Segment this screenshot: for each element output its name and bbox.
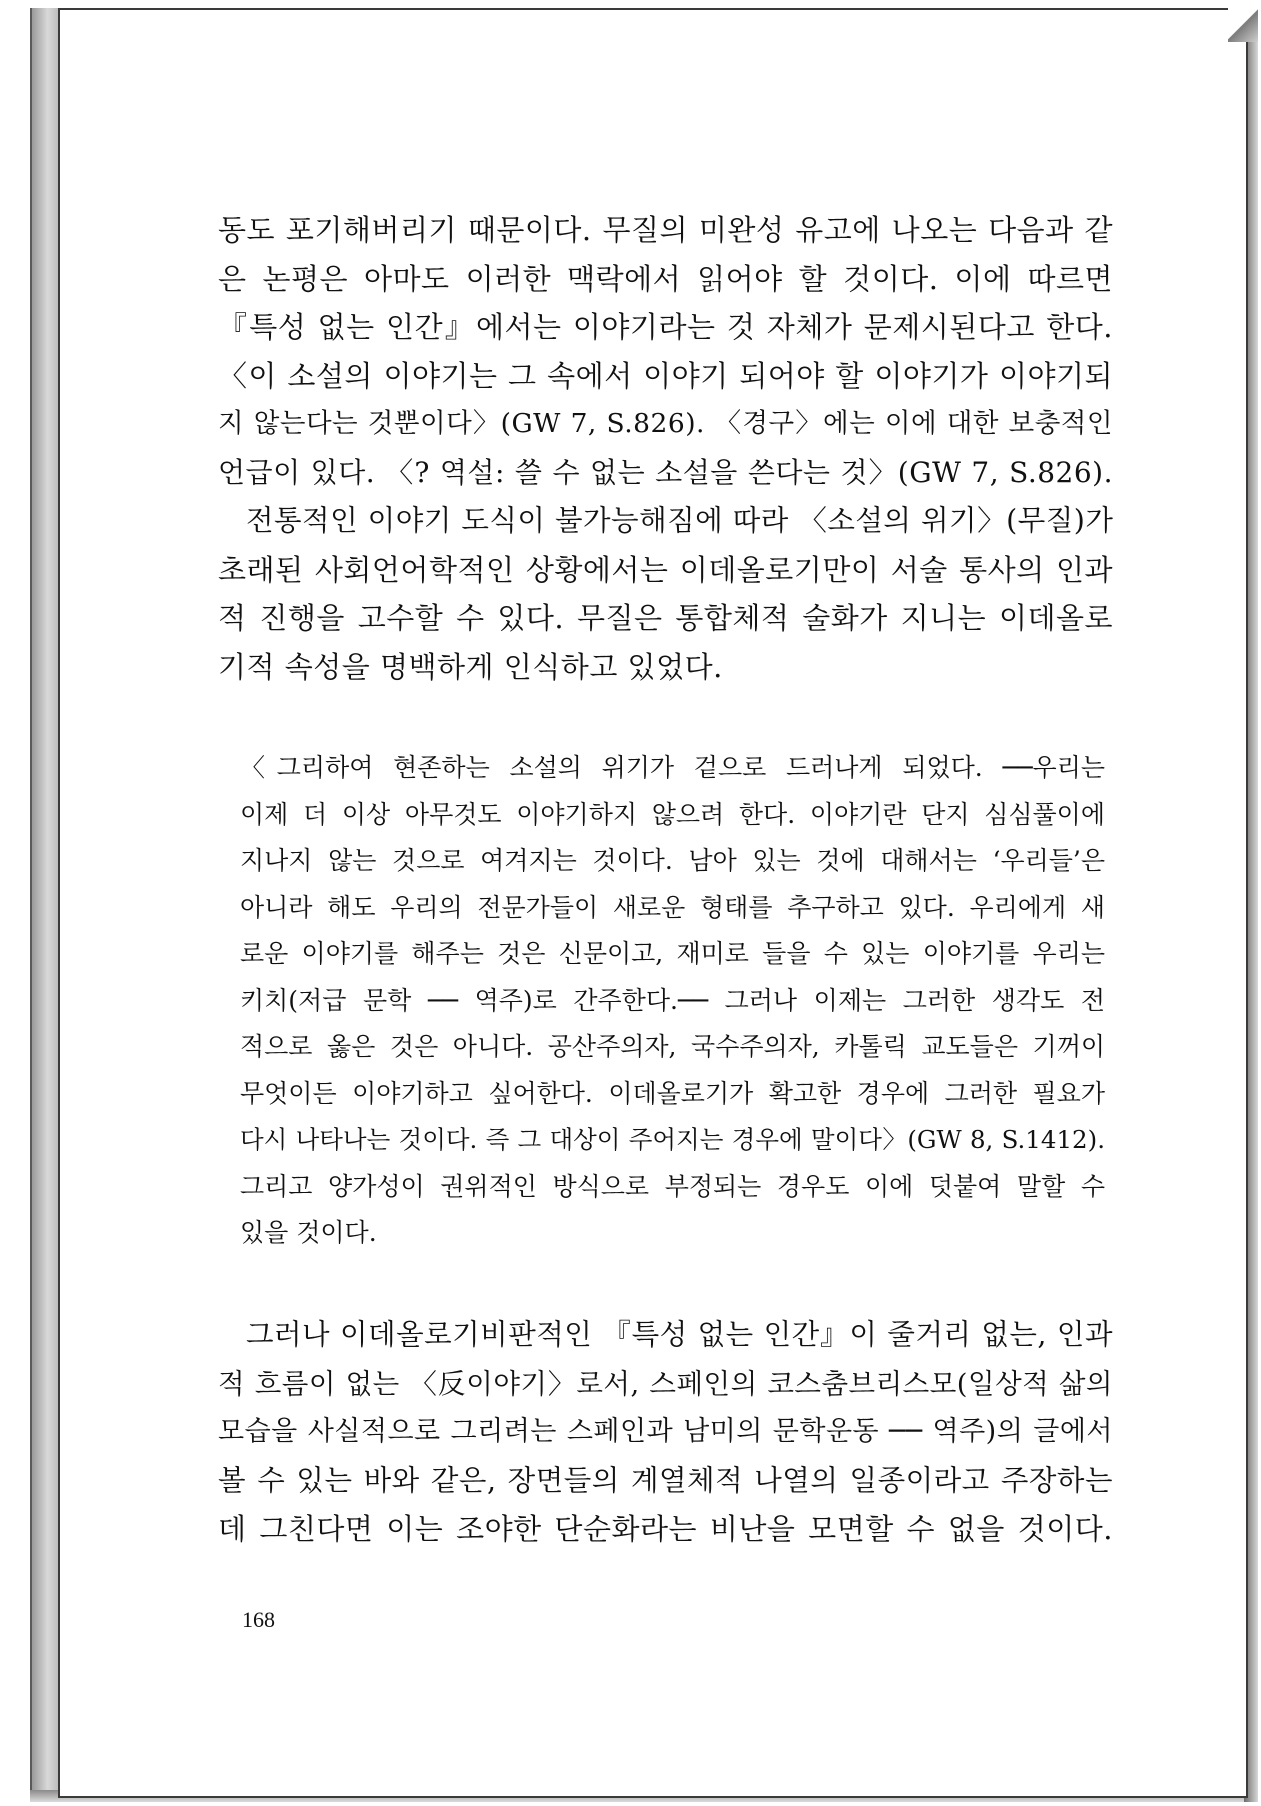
page-number: 168 (242, 1607, 275, 1632)
paragraph-2 (218, 497, 1113, 691)
text-line: 『특성 없는 인간』에서는 이야기라는 것 자체가 문제시된다고 한다. (218, 310, 1113, 344)
text-line: 초래된 사회언어학적인 상황에서는 이데올로기만이 서술 통사의 인과 (218, 552, 1113, 587)
quote-line: 〈그리하여 현존하는 소설의 위기가 겉으로 드러나게 되었다. ──우리는 (240, 753, 1105, 782)
quote-line: 그리고 양가성이 권위적인 방식으로 부정되는 경우도 이에 덧붙여 말할 수 (240, 1171, 1105, 1201)
quote-line: 아니라 해도 우리의 전문가들이 새로운 형태를 추구하고 있다. 우리에게 새 (240, 892, 1105, 922)
quote-line: 키치(저급 문학 ── 역주)로 간주한다.── 그러나 이제는 그러한 생각도 전 (240, 985, 1105, 1015)
quote-line: 무엇이든 이야기하고 싶어한다. 이데올로기가 확고한 경우에 그러한 필요가 (240, 1078, 1105, 1108)
text-line: 모습을 사실적으로 그리려는 스페인과 남미의 문학운동 ── 역주)의 글에서 (218, 1416, 1113, 1447)
book-spine (30, 8, 58, 1798)
page-corner (1228, 8, 1258, 42)
paragraph-3 (218, 1311, 1113, 1554)
quote-line: 지나지 않는 것으로 여겨지는 것이다. 남아 있는 것에 대해서는 ‘우리들’은 (240, 846, 1105, 875)
block-quote (240, 745, 1105, 1257)
quote-line: 적으로 옳은 것은 아니다. 공산주의자, 국수주의자, 카톨릭 교도들은 기꺼이 (240, 1032, 1105, 1061)
text-line: 데 그친다면 이는 조야한 단순화라는 비난을 모면할 수 없을 것이다. (218, 1512, 1113, 1546)
paragraph-1 (218, 206, 1113, 497)
text-line: 그러나 이데올로기비판적인 『특성 없는 인간』이 줄거리 없는, 인과 (246, 1318, 1113, 1351)
text-line: 〈이 소설의 이야기는 그 속에서 이야기 되어야 할 이야기가 이야기되 (218, 358, 1113, 393)
quote-line: 다시 나타나는 것이다. 즉 그 대상이 주어지는 경우에 말이다〉(GW 8, S.1412). (240, 1125, 1105, 1154)
text-line: 동도 포기해버리기 때문이다. 무질의 미완성 유고에 나오는 다음과 같 (218, 213, 1113, 247)
text-line: 전통적인 이야기 도식이 불가능해짐에 따라 〈소설의 위기〉(무질)가 (246, 504, 1114, 537)
text-line: 은 논평은 아마도 이러한 맥락에서 읽어야 할 것이다. 이에 따르면 (218, 261, 1113, 296)
quote-line: 로운 이야기를 해주는 것은 신문이고, 재미로 들을 수 있는 이야기를 우리는 (240, 939, 1105, 968)
quote-line: 있을 것이다. (240, 1218, 377, 1247)
text-line: 적 흐름이 없는 〈反이야기〉로서, 스페인의 코스춤브리스모(일상적 삶의 (218, 1367, 1113, 1400)
text-line: 기적 속성을 명백하게 인식하고 있었다. (218, 649, 723, 684)
text-line: 언급이 있다. 〈? 역설: 쓸 수 없는 소설을 쓴다는 것〉(GW 7, S.826). (218, 455, 1113, 489)
text-line: 적 진행을 고수할 수 있다. 무질은 통합체적 술화가 지니는 이데올로 (218, 601, 1113, 635)
text-line: 지 않는다는 것뿐이다〉(GW 7, S.826). 〈경구〉에는 이에 대한 보충적인 (218, 408, 1113, 439)
quote-line: 이제 더 이상 아무것도 이야기하지 않으려 한다. 이야기란 단지 심심풀이에 (240, 799, 1105, 829)
text-line: 볼 수 있는 바와 같은, 장면들의 계열체적 나열의 일종이라고 주장하는 (218, 1463, 1113, 1497)
